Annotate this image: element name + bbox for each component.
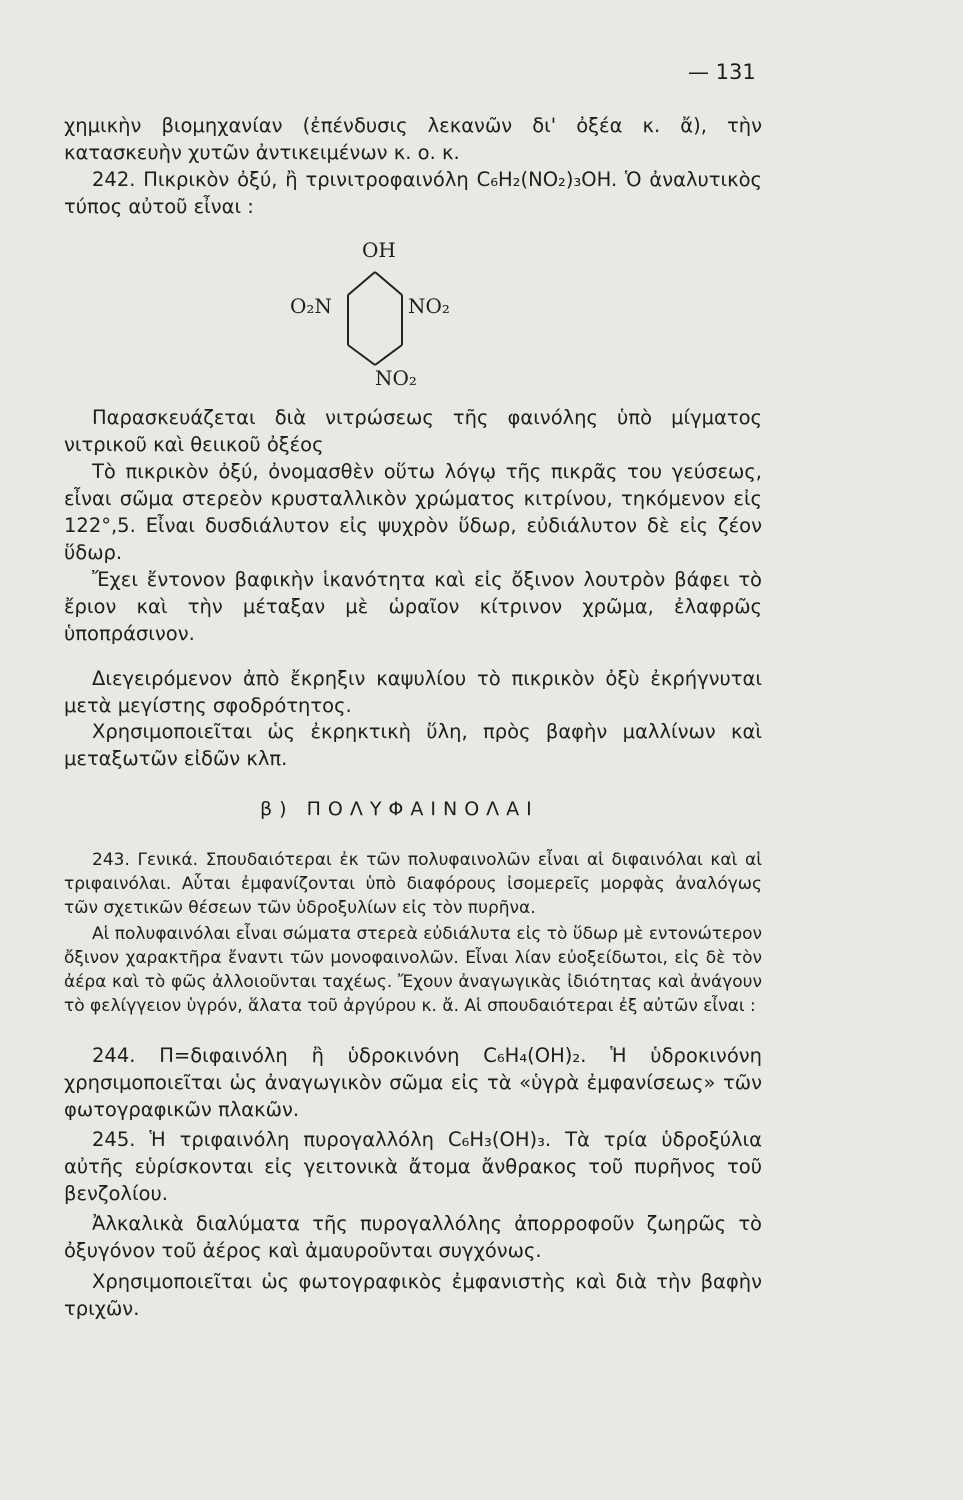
paragraph-244: 244. Π=διφαινόλη ἢ ὑδροκινόνη C₆H₄(OH)₂. Ἡ ὑδροκινόνη χρησιμοποιεῖται ὡς ἀναγωγικὸν σῶμα εἰς τὰ «ὑγρὰ ἐμφανίσεως» τῶν φωτογραφικῶν πλακῶν. [64, 1044, 762, 1121]
formula-right-nitro: NO₂ [408, 294, 450, 318]
paragraph-dyeing: Ἔχει ἔντονον βαφικὴν ἱκανότητα καὶ εἰς ὄξινον λουτρὸν βάφει τὸ ἔριον καὶ τὴν μέταξαν μὲ ὡραῖον κίτρινον χρῶμα, ἐλαφρῶς ὑποπράσινον. [64, 568, 762, 645]
paragraph-explosion: Διεγειρόμενον ἀπὸ ἔκρηξιν καψυλίου τὸ πικρικὸν ὀξὺ ἐκρήγνυται μετὰ μεγίστης σφοδρότητος. [64, 667, 762, 717]
section-heading: β) ΠΟΛΥΦΑΙΝΟΛΑΙ [260, 798, 539, 820]
paragraph-properties: Τὸ πικρικὸν ὀξύ, ὀνομασθὲν οὕτω λόγῳ τῆς πικρᾶς του γεύσεως, εἶναι σῶμα στερεὸν κρυσταλλικὸν χρώματος κιτρίνου, τηκόμενον εἰς 122°,5. Εἶναι δυσδιάλυτον εἰς ψυχρὸν ὕδωρ, εὐδιάλυτον δὲ εἰς ζέον ὕδωρ. [64, 460, 762, 564]
paragraph-242: 242. Πικρικὸν ὀξύ, ἢ τρινιτροφαινόλη C₆H₂(NO₂)₃OH. Ὁ ἀναλυτικὸς τύπος αὐτοῦ εἶναι : [64, 168, 762, 218]
paragraph-intro: χημικὴν βιομηχανίαν (ἐπένδυσις λεκανῶν δι' ὀξέα κ. ἄ), τὴν κατασκευὴν χυτῶν ἀντικειμένων κ. ο. κ. [64, 114, 762, 164]
paragraph-245: 245. Ἡ τριφαινόλη πυρογαλλόλη C₆H₃(OH)₃. Τὰ τρία ὑδροξύλια αὐτῆς εὑρίσκονται εἰς γειτονικὰ ἄτομα ἄνθρακος τοῦ πυρῆνος τοῦ βενζολίου. [64, 1128, 762, 1205]
paragraph-preparation: Παρασκευάζεται διὰ νιτρώσεως τῆς φαινόλης ὑπὸ μίγματος νιτρικοῦ καὶ θειικοῦ ὀξέος [64, 406, 762, 456]
page-number: — 131 [688, 60, 756, 84]
paragraph-photo-use: Χρησιμοποιεῖται ὡς φωτογραφικὸς ἐμφανιστὴς καὶ διὰ τὴν βαφὴν τριχῶν. [64, 1270, 762, 1320]
formula-left-nitro: O₂N [290, 294, 332, 318]
paragraph-243: 243. Γενικά. Σπουδαιότεραι ἐκ τῶν πολυφαινολῶν εἶναι αἱ διφαινόλαι καὶ αἱ τριφαινόλαι. Αὗται ἐμφανίζονται ὑπὸ διαφόρους ἰσομερεῖς μορφὰς ἀναλόγως τῶν σχετικῶν θέσεων τῶν ὑδροξυλίων εἰς τὸν πυρῆνα. [64, 850, 762, 918]
paragraph-polyphenols: Αἱ πολυφαινόλαι εἶναι σώματα στερεὰ εὐδιάλυτα εἰς τὸ ὕδωρ μὲ εντονώτερον ὄξινον χαρακτῆρα ἔναντι τῶν μονοφαινολῶν. Εἶναι λίαν εὐοξείδωτοι, εἰς δὲ τὸν ἀέρα καὶ τὸ φῶς ἀλλοιοῦνται ταχέως. Ἔχουν ἀναγωγικὰς ἰδιότητας καὶ ἀνάγουν τὸ φελίγγειον ὑγρόν, ἅλατα τοῦ ἀργύρου κ. ἄ. Αἱ σπουδαιότεραι ἐξ αὐτῶν εἶναι : [64, 924, 763, 1016]
paragraph-alkaline: Ἀλκαλικὰ διαλύματα τῆς πυρογαλλόλης ἀπορροφοῦν ζωηρῶς τὸ ὀξυγόνον τοῦ ἀέρος καὶ ἀμαυροῦνται συγχόνως. [64, 1212, 762, 1262]
paragraph-uses: Χρησιμοποιεῖται ὡς ἐκρηκτικὴ ὕλη, πρὸς βαφὴν μαλλίνων καὶ μεταξωτῶν εἰδῶν κλπ. [64, 720, 762, 770]
formula-bottom-nitro: NO₂ [375, 366, 417, 390]
formula-oh-group: OH [362, 238, 396, 262]
